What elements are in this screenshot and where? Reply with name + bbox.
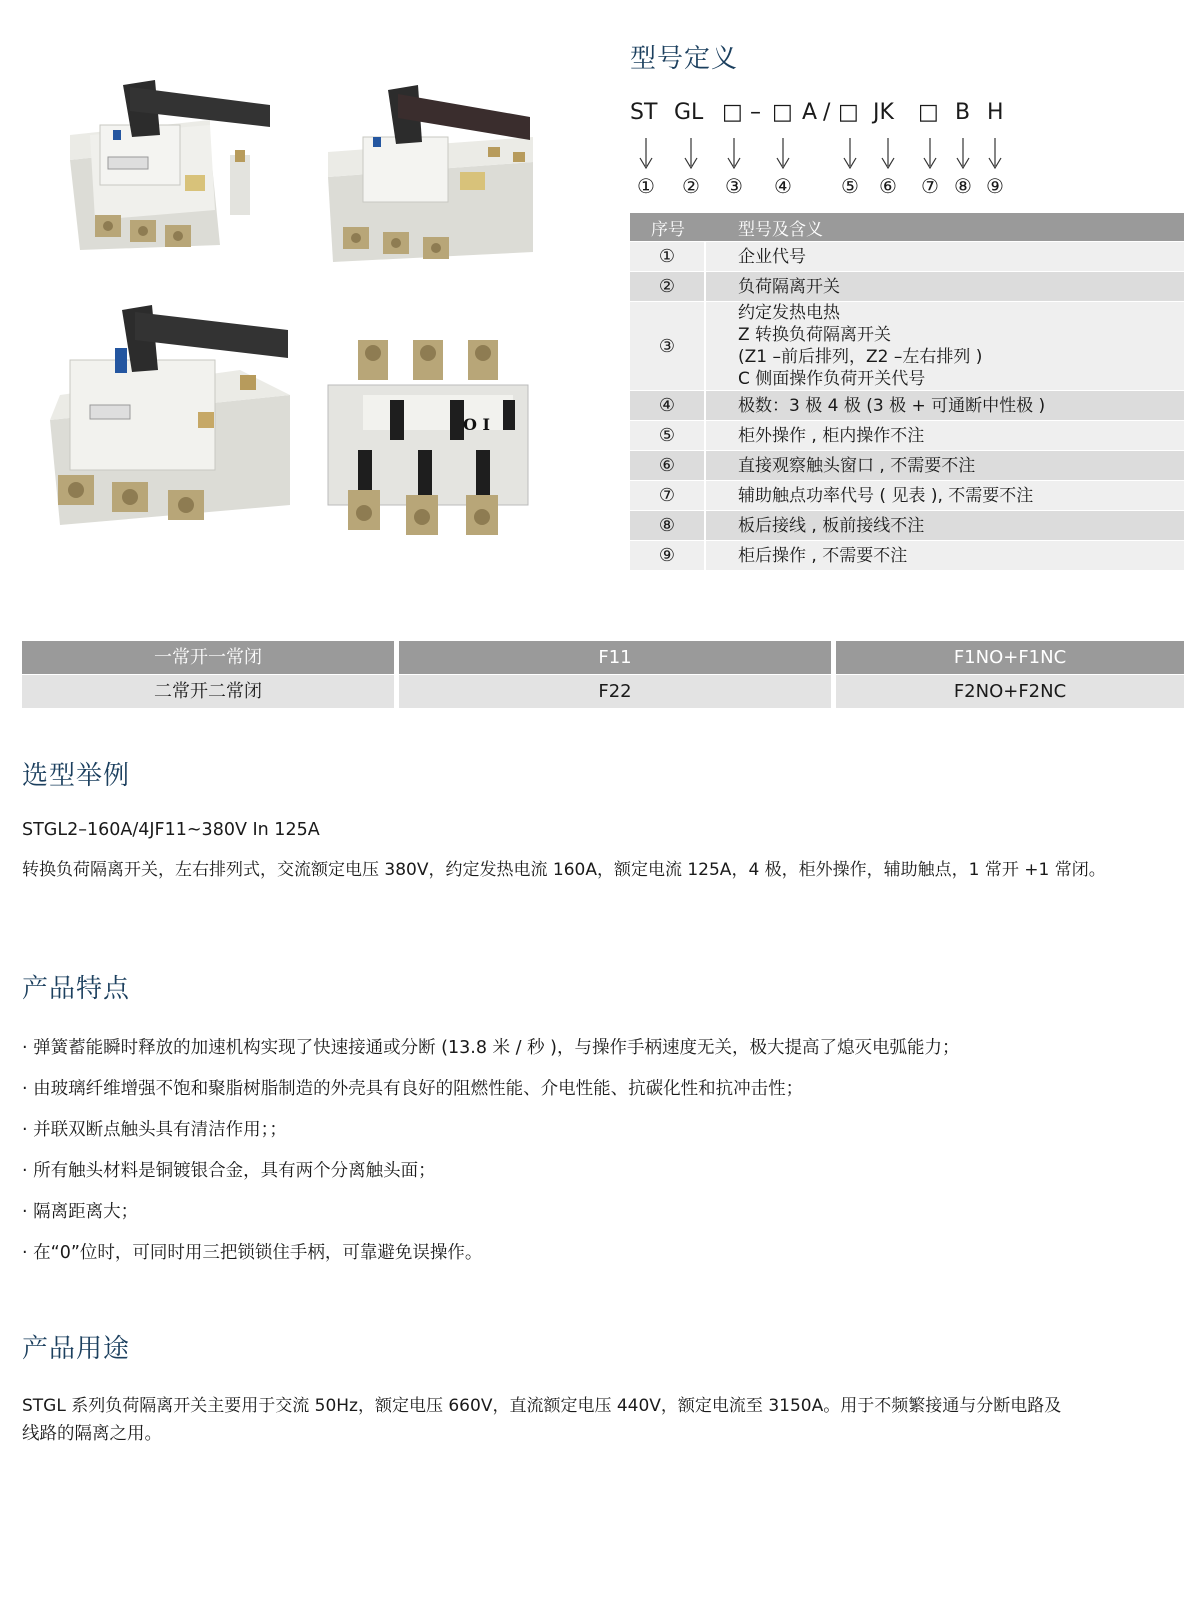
table-cell: F22	[399, 675, 831, 708]
table-cell: F2NO+F2NC	[836, 675, 1184, 708]
contact-marks: O I	[463, 415, 490, 434]
row-number: ③	[630, 302, 706, 390]
table-row	[630, 481, 1184, 510]
table-header-row	[630, 213, 1184, 241]
row-meaning: 柜后操作 , 不需要不注	[706, 541, 1184, 570]
feature-item: · 并联双断点触头具有清洁作用；；	[22, 1120, 287, 1140]
row-meaning: 极数：3 极 4 极 (3 极 + 可通断中性极 )	[706, 391, 1184, 420]
position-marker: ①	[637, 174, 655, 198]
row-meaning: 柜外操作 , 柜内操作不注	[706, 421, 1184, 450]
usage-line: STGL 系列负荷隔离开关主要用于交流 50Hz，额定电压 660V，直流额定电压 440V，额定电流至 3150A。用于不频繁接通与分断电路及	[22, 1396, 1062, 1416]
table-row	[630, 421, 1184, 450]
row-meaning: 辅助触点功率代号 ( 见表 ), 不需要不注	[706, 481, 1184, 510]
selection-example-description: 转换负荷隔离开关，左右排列式，交流额定电压 380V，约定发热电流 160A，额定电流 125A，4 极，柜外操作，辅助触点，1 常开 +1 常闭。	[22, 860, 1106, 880]
model-token: □	[838, 100, 859, 125]
row-number: ⑨	[630, 541, 706, 570]
row-meaning: 负荷隔离开关	[706, 272, 1184, 301]
table-row	[630, 302, 1184, 390]
feature-item: · 弹簧蓄能瞬时释放的加速机构实现了快速接通或分断 (13.8 米 / 秒 )，与操作手柄速度无关，极大提高了熄灭电弧能力；	[22, 1038, 960, 1058]
position-marker: ②	[682, 174, 700, 198]
row-number: ⑤	[630, 421, 706, 450]
features-title: 产品特点	[22, 974, 131, 1004]
row-number: ⑦	[630, 481, 706, 510]
product-photo-3	[40, 300, 300, 550]
table-row	[630, 272, 1184, 301]
model-token: □	[918, 100, 939, 125]
row-meaning	[706, 302, 1184, 390]
meaning-line: 约定发热电热	[738, 303, 840, 323]
position-marker: ⑤	[841, 174, 859, 198]
down-arrow-icon	[776, 138, 790, 170]
table-row	[22, 675, 1184, 708]
row-meaning: 直接观察触头窗口 , 不需要不注	[706, 451, 1184, 480]
model-token: /	[823, 100, 831, 125]
down-arrow-icon	[727, 138, 741, 170]
row-number: ④	[630, 391, 706, 420]
feature-item: · 隔离距离大；	[22, 1202, 139, 1222]
table-row	[630, 242, 1184, 271]
auxiliary-contact-table	[22, 641, 1184, 709]
row-meaning: 板后接线 , 板前接线不注	[706, 511, 1184, 540]
model-code	[630, 100, 1170, 198]
selection-example-model: STGL2–160A/4JF11~380V In 125A	[22, 820, 320, 840]
definition-table	[630, 212, 1184, 571]
row-number: ①	[630, 242, 706, 271]
position-marker: ④	[774, 174, 792, 198]
model-token: GL	[674, 100, 704, 125]
table-cell: 一常开一常闭	[22, 641, 394, 674]
product-photo-1	[60, 75, 290, 265]
feature-item: · 由玻璃纤维增强不饱和聚脂树脂制造的外壳具有良好的阻燃性能、介电性能、抗碳化性和抗冲击性；	[22, 1079, 804, 1099]
table-row	[630, 391, 1184, 420]
table-row	[630, 541, 1184, 570]
column-header: 序号	[630, 213, 706, 241]
table-header-row	[22, 641, 1184, 674]
product-photo-4	[318, 335, 538, 545]
down-arrow-icon	[956, 138, 970, 170]
product-photo-2	[318, 82, 548, 277]
table-cell: 二常开二常闭	[22, 675, 394, 708]
usage-line: 线路的隔离之用。	[22, 1424, 162, 1444]
position-marker: ⑨	[986, 174, 1004, 198]
table-cell: F1NO+F1NC	[836, 641, 1184, 674]
down-arrow-icon	[639, 138, 653, 170]
down-arrow-icon	[843, 138, 857, 170]
meaning-line: (Z1 –前后排列，Z2 –左右排列 )	[738, 347, 983, 367]
row-number: ②	[630, 272, 706, 301]
feature-item: · 在“0”位时，可同时用三把锁锁住手柄，可靠避免误操作。	[22, 1243, 483, 1263]
down-arrow-icon	[988, 138, 1002, 170]
down-arrow-icon	[684, 138, 698, 170]
row-number: ⑧	[630, 511, 706, 540]
model-token: H	[987, 100, 1004, 125]
model-token: –	[750, 100, 761, 125]
model-token: JK	[873, 100, 894, 125]
model-token: ST	[630, 100, 658, 125]
model-token: □	[772, 100, 793, 125]
table-cell: F11	[399, 641, 831, 674]
table-row	[630, 451, 1184, 480]
selection-example-title: 选型举例	[22, 761, 131, 791]
position-marker: ⑥	[879, 174, 897, 198]
row-number: ⑥	[630, 451, 706, 480]
position-marker: ⑦	[921, 174, 939, 198]
model-definition-title: 型号定义	[630, 44, 739, 74]
down-arrow-icon	[881, 138, 895, 170]
column-header: 型号及含义	[706, 213, 1184, 241]
position-marker: ⑧	[954, 174, 972, 198]
feature-item: · 所有触头材料是铜镀银合金，具有两个分离触头面；	[22, 1161, 436, 1181]
table-row	[630, 511, 1184, 540]
meaning-line: Z 转换负荷隔离开关	[738, 325, 892, 345]
model-token: A	[802, 100, 818, 125]
position-marker: ③	[725, 174, 743, 198]
row-meaning: 企业代号	[706, 242, 1184, 271]
usage-title: 产品用途	[22, 1334, 131, 1364]
model-token: □	[722, 100, 743, 125]
meaning-line: C 侧面操作负荷开关代号	[738, 369, 926, 389]
model-token: B	[955, 100, 971, 125]
down-arrow-icon	[923, 138, 937, 170]
